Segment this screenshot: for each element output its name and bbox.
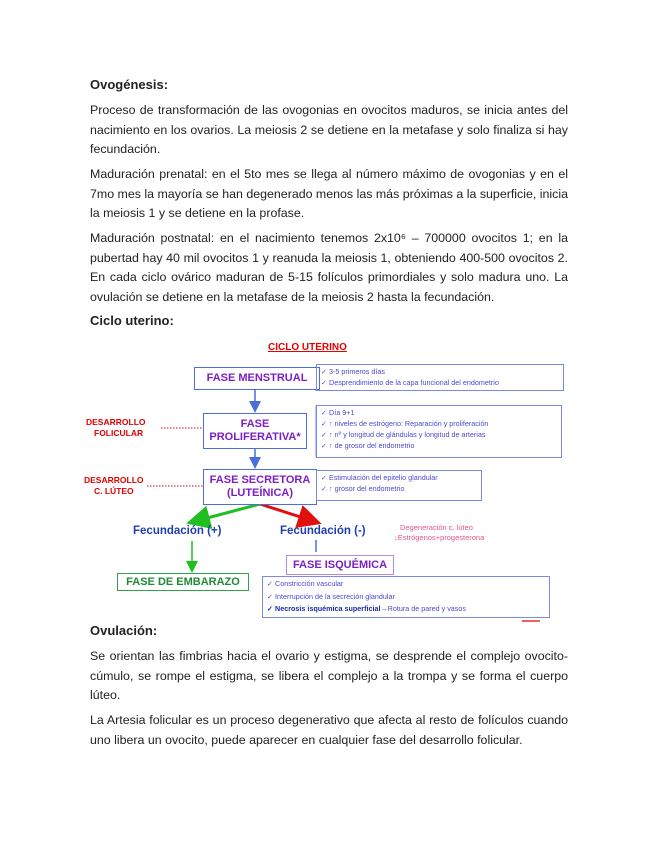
ovulacion-paragraph-1: Se orientan las fimbrias hacia el ovario y estigma, se desprende el complejo ovocito-cúmulo, se rompe el estigma, se libera el complejo a la trompa y se forma el cuerpo lúteo.	[90, 649, 568, 702]
side-label-line: DESARROLLO	[84, 475, 144, 485]
ciclo-uterino-diagram	[80, 336, 580, 626]
fase-menstrual-label: FASE MENSTRUAL	[206, 372, 308, 384]
fase-embarazo-box: FASE DE EMBARAZO	[117, 573, 249, 591]
fase-secretora-label-2: (LUTEÍNICA)	[227, 487, 293, 499]
note-line: ✓ ↑ nº y longitud de glándulas y longitud de arterias	[321, 430, 486, 439]
note-line: ✓ ↑ de grosor del endometrio	[321, 441, 415, 450]
fase-proliferativa-label-1: FASE	[240, 418, 270, 430]
diagram-title: CICLO UTERINO	[268, 342, 347, 353]
ovogenesis-heading: Ovogénesis:	[90, 77, 169, 92]
ovogenesis-paragraph-1: Proceso de transformación de las ovogonias en ovocitos maduros, se inicia antes del nacimiento en los ovarios. La meiosis 2 se detiene en la metafase y solo finaliza si hay fecundación.	[90, 103, 568, 156]
degeneracion-line-2: ↓Estrógenos+progesterona	[394, 533, 485, 542]
fase-secretora-label-1: FASE SECRETORA	[209, 474, 311, 486]
desarrollo-c-luteo-label	[84, 475, 144, 497]
necrosis-tail: →Rotura de pared y vasos	[380, 604, 466, 613]
isquemica-notes	[262, 576, 550, 618]
side-label-line: FOLICULAR	[94, 428, 144, 438]
ovulacion-paragraph-2: La Artesia folicular es un proceso degenerativo que afecta al resto de folículos cuando uno libera un ovocito, puede aparecer en cualquier fase del desarrollo folicular.	[90, 713, 568, 747]
secretora-notes	[316, 470, 482, 501]
side-label-line: C. LÚTEO	[94, 486, 134, 496]
note-line: ✓ Constricción vascular	[267, 579, 344, 588]
note-line-necrosis	[267, 603, 545, 616]
side-label-line: DESARROLLO	[86, 417, 146, 427]
note-line: ✓ Estimulación del epitelio glandular	[321, 473, 438, 482]
note-line: ✓ 3-5 primeros días	[321, 367, 385, 376]
fecundacion-positiva: Fecundación (+)	[133, 525, 222, 537]
note-line: ✓ ↑ grosor del endometrio	[321, 484, 405, 493]
arrow-to-fec-neg	[260, 504, 316, 522]
proliferativa-notes	[316, 405, 562, 458]
note-line: ✓ Desprendimiento de la capa funcional del endometrio	[321, 378, 499, 387]
ovulacion-heading: Ovulación:	[90, 623, 158, 638]
menstrual-notes	[316, 364, 564, 391]
fase-proliferativa-label-2: PROLIFERATIVA*	[209, 431, 301, 443]
ovogenesis-paragraph-2: Maduración prenatal: en el 5to mes se llega al número máximo de ovogonias y en el 7mo mes la mayoría se han degenerado menos las más próximas a la superficie, inicia la meiosis 1 y se detiene en la profase.	[90, 167, 568, 220]
arrow-to-fec-pos	[192, 504, 260, 522]
ovogenesis-paragraph-3: Maduración postnatal: en el nacimiento tenemos 2x10⁶ – 700000 ovocitos 1; en la pubertad hay 40 mil ovocitos 1 y reanuda la meiosis 1, obteniendo 400-500 ovocitos 2. En cada ciclo ovárico maduran de 5-15 folículos primordiales y solo madura uno. La ovulación se detiene en la metafase de la meiosis 2 hasta la fecundación.	[90, 231, 568, 304]
note-line: ✓ ↑ niveles de estrógeno: Reparación y proliferación	[321, 419, 489, 428]
degeneracion-line-1: Degeneración c. lúteo	[400, 523, 473, 532]
fase-isquemica-box: FASE ISQUÉMICA	[286, 555, 394, 575]
desarrollo-folicular-label	[86, 417, 146, 439]
fecundacion-negativa: Fecundación (-)	[280, 525, 366, 537]
necrosis-bold: ✓ Necrosis isquémica superficial	[267, 604, 381, 613]
note-line: ✓ Día 9+1	[321, 408, 355, 417]
fase-secretora-box	[203, 469, 317, 505]
note-line: ✓ Interrupción de la secreción glandular	[267, 591, 395, 601]
degeneracion-note	[394, 523, 484, 543]
ciclo-uterino-heading: Ciclo uterino:	[90, 313, 174, 328]
fase-proliferativa-box	[203, 413, 307, 449]
fase-menstrual-box	[194, 367, 320, 390]
